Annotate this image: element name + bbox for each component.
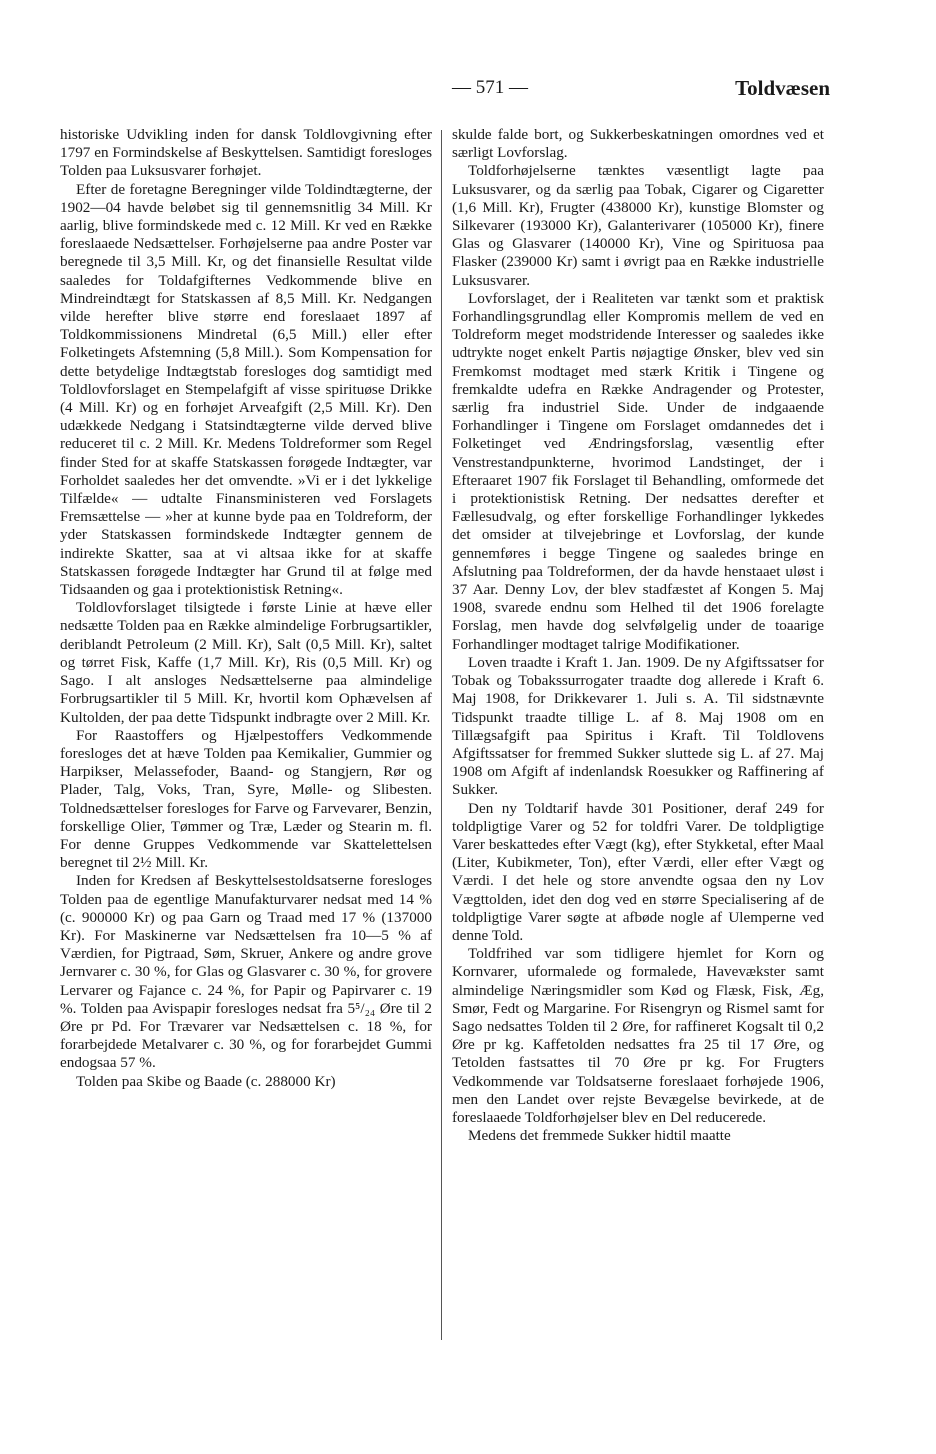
page-number: — 571 —: [452, 77, 528, 98]
page-header: [60, 70, 830, 106]
paragraph: Den ny Toldtarif havde 301 Positioner, deraf 249 for toldpligtige Varer og 52 for toldfri Varer. De toldpligtige Varer beskattedes efter Vægt (kg), efter Stykketal, efter Maal (Liter, Kubikmeter, Ton), efter Værdi, eller efter Vægt og Værdi. I det hele og store anvendte ogsaa den ny Lov Vægttolden, idet den dog ved en større Specialisering af de toldpligtige Varer søgte at afbøde nogle af Ulemperne ved denne Told.: [452, 799, 824, 944]
paragraph: Toldfrihed var som tidligere hjemlet for Korn og Kornvarer, uformalede og formalede, Havevækster samt almindelige Næringsmidler som Kød og Flæsk, Fisk, Æg, Smør, Fedt og Margarine. For Risengryn og Rismel samt for Sago nedsattes Tolden til 2 Øre, for raffineret Kogsalt til 0,2 Øre pr kg. Kaffetolden nedsattes fra 25 til 17 Øre, og Tetolden fastsattes til 70 Øre pr kg. For Frugters Vedkommende var Toldsatserne foreslaaet forhøjede 1906, men den Landet over rejste Bevægelse bevirkede, at de foreslaaede Toldforhøjelser blev en Del reducerede.: [452, 945, 824, 1126]
paragraph: For Raastoffers og Hjælpestoffers Vedkommende foresloges det at hæve Tolden paa Kemikalier, Gummier og Harpikser, Melassefoder, Baand- og Stangjern, Rør og Plader, Talg, Voks, Tran, Syre, Mølle- og Slibesten. Toldnedsættelser foresloges for Farve og Farvevarer, Benzin, forskellige Olier, Tømmer og Træ, Læder og Stearin m. fl. For denne Gruppes Vedkommende var Skattelettelsen beregnet til 2½ Mill. Kr.: [60, 726, 432, 872]
paragraph: Loven traadte i Kraft 1. Jan. 1909. De ny Afgiftssatser for Tobak og Tobakssurrogater traadte dog allerede i Kraft 6. Maj 1908, for Drikkevarer 1. Juli s. A. Til sidstnævnte Tidspunkt traadte tillige L. af 8. Maj 1908 om en Tillægsafgift paa Spiritus i Kraft. Til Toldlovens Afgiftssatser for fremmed Sukker sluttede sig L. af 27. Maj 1908 om Afgift af indenlandsk Roesukker og Raffinering af Sukker.: [452, 653, 824, 799]
paragraph: Efter de foretagne Beregninger vilde Toldindtægterne, der 1902—04 havde beløbet sig til gennemsnitlig 34 Mill. Kr aarlig, blive formindskede med c. 12 Mill. Kr ved en Række foreslaaede Nedsættelser. Forhøjelserne paa andre Poster var beregnede til 3,5 Mill. Kr, og det finansielle Resultat vilde saaledes for Toldafgifternes Vedkommende blive en Mindreindtægt for Statskassen af 8,5 Mill. Kr. Nedgangen vilde herefter blive større end foreslaaet 1897 af Toldkommissionens Mindretal (6,5 Mill.) eller efter Folketingets Afstemning (5,8 Mill.). Som Kompensation for dette betydelige Indtægtstab foresloges dog samtidigt med Toldlovforslaget en Stempelafgift af visse spirituøse Drikke (4 Mill. Kr) og en forhøjet Arveafgift (2,5 Mill. Kr). Den udækkede Nedgang i Statsindtægterne vilde derved blive reduceret til c. 2 Mill. Kr. Medens Toldreformer som Regel finder Sted for at skaffe Statskassen forøgede Indtægter, var Forholdet saaledes her det omvendte. »Vi er i det lykkelige Tilfælde« — udtalte Finansministeren ved Forslagets Fremsættelse — »her at kunne byde paa en Toldreform, der yder Statskassen formindskede Indtægter gennem de indirekte Skatter, saa at vi altsaa ikke for at skaffe Statskassen forøgede Indtægter har Grund til at følge med Tidsaanden og gaa i protektionistisk Retning«.: [60, 180, 432, 599]
paragraph: Toldlovforslaget tilsigtede i første Linie at hæve eller nedsætte Tolden paa en Række almindelige Forbrugsartikler, deriblandt Petroleum (2 Mill. Kr), Salt (0,5 Mill. Kr), saltet og tørret Fisk, Kaffe (1,7 Mill. Kr), Ris (0,5 Mill. Kr) og Sago. I alt ansloges Nedsættelserne paa almindelige Forbrugsartikler til 5 Mill. Kr, hvortil kom Ophævelsen af Kultolden, der paa dette Tidspunkt indbragte over 2 Mill. Kr.: [60, 599, 432, 726]
paragraph: Toldforhøjelserne tænktes væsentligt lagte paa Luksusvarer, og da særlig paa Tobak, Cigarer og Cigaretter (1,6 Mill. Kr), Frugter (438000 Kr), kunstige Blomster og Silkevarer (193000 Kr), Galanterivarer (105000 Kr), finere Glas og Glasvarer (140000 Kr), Vine og Spirituosa paa Flasker (239000 Kr) samt i øvrigt paa en Række industrielle Luksusvarer.: [452, 162, 824, 289]
column-divider: [441, 130, 442, 1340]
right-column: [452, 126, 824, 1145]
paragraph: skulde falde bort, og Sukkerbeskatningen omordnes ved et særligt Lovforslag.: [452, 126, 824, 162]
paragraph: Lovforslaget, der i Realiteten var tænkt som et praktisk Forhandlingsgrundlag eller Kompromis mellem de ved en Toldreform meget modstridende Interesser og saaledes ikke udtrykte noget enkelt Partis nøjagtige Ønsker, blev ved sin Fremkomst modtaget med stærk Kritik i Tingene og fremkaldte udefra en Række Andragender og Protester, særlig fra industriel Side. Under de indgaaende Forhandlinger i Tingene om Forslaget omdannedes det i Folketinget ved Ændringsforslag, væsentlig efter Venstrestandpunkterne, hvorimod Landstinget, der i Efteraaret 1907 fik Forslaget til Behandling, omformede det i protektionistisk Retning. Der nedsattes derefter et Fællesudvalg, og efter forskellige Forhandlinger lykkedes det omsider at tilvejebringe et Lovforslag, der kunde gennemføres i begge Tingene og saaledes bringe en Afslutning paa Toldreformen, der da havde henstaaet uløst i 37 Aar. Denny Lov, der blev stadfæstet af Kongen 5. Maj 1908, svarede endnu som Helhed til det 1906 forelagte Forslag, men havde dog selvfølgelig under de toaarige Forhandlinger modtaget talrige Modifikationer.: [452, 289, 824, 653]
paragraph: historiske Udvikling inden for dansk Toldlovgivning efter 1797 en Formindskelse af Beskyttelsen. Samtidigt foresloges Tolden paa Luksusvarer forhøjet.: [60, 126, 432, 180]
running-title: Toldvæsen: [735, 76, 830, 100]
paragraph: Medens det fremmede Sukker hidtil maatte: [468, 1127, 731, 1145]
paragraph: Inden for Kredsen af Beskyttelsestoldsatserne foresloges Tolden paa de egentlige Manufakturvarer nedsat med 14 % (c. 900000 Kr) og paa Garn og Traad med 17 % (137000 Kr). For Maskinerne var Nedsættelsen fra 10—5 % af Værdien, for Pigtraad, Søm, Skruer, Ankere og andre grove Jernvarer c. 30 %, for Glas og Glasvarer c. 30 %, for grovere Lervarer og Fajance c. 24 %, for Papir og Papirvarer c. 19 %. Tolden paa Avispapir foresloges nedsat fra 5⁵/₂₄ Øre til 2 Øre pr Pd. For Trævarer var Nedsættelsen c. 18 %, for forarbejdede Metalvarer c. 30 %, og for forarbejdet Gummi endogsaa 57 %.: [60, 872, 432, 1072]
paragraph: Tolden paa Skibe og Baade (c. 288000 Kr): [76, 1072, 336, 1090]
left-column: [60, 126, 432, 1091]
